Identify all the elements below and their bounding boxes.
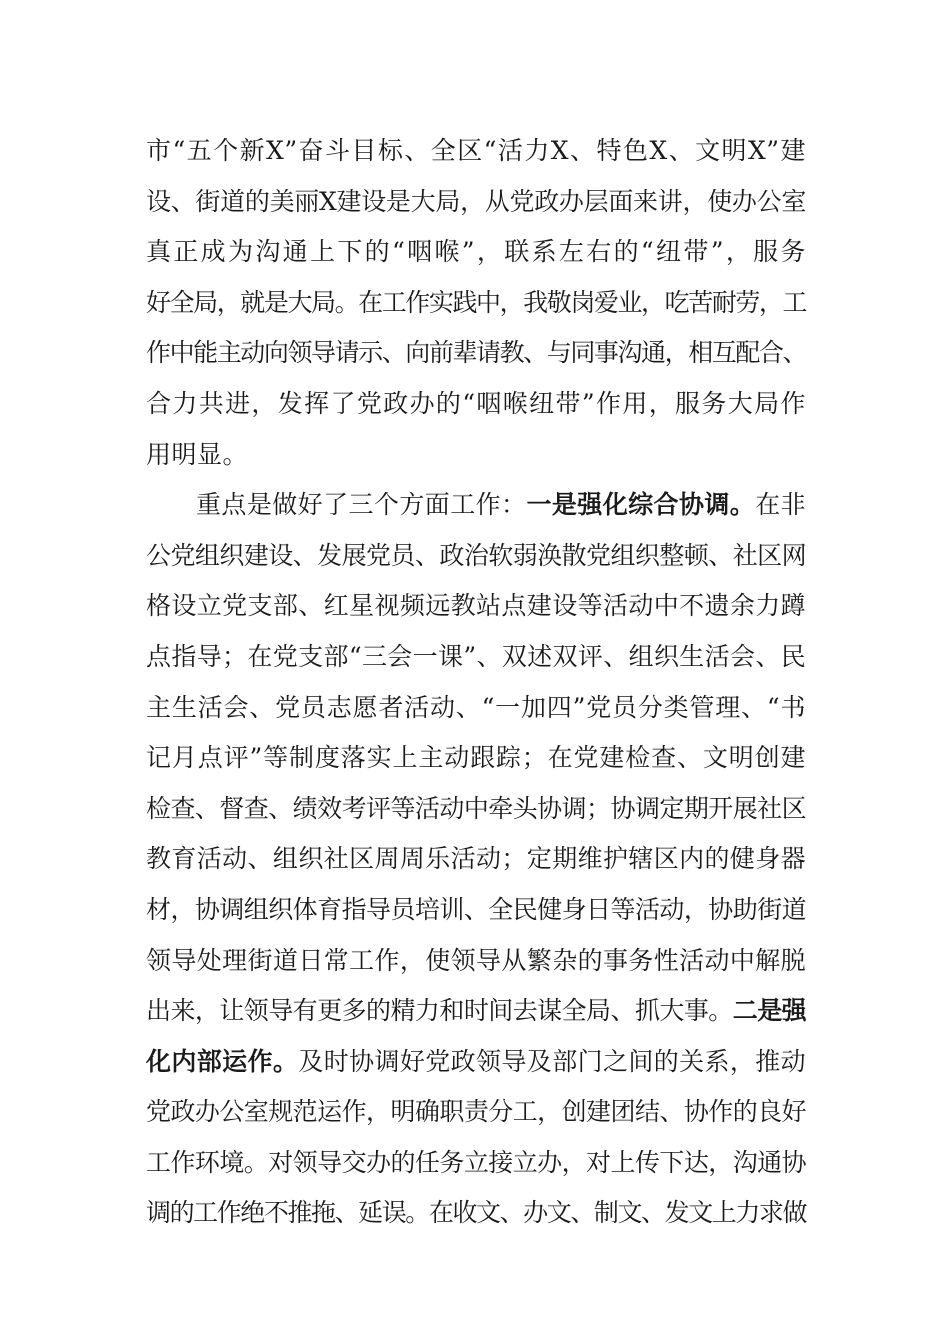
text-line: 好全局，就是大局。在工作实践中，我敬岗爱业，吃苦耐劳，工 [146,287,806,317]
text-line: 调的工作绝不推拖、延误。在收文、办文、制文、发文上力求做 [146,1198,806,1228]
text-line: 检查、督查、绩效考评等活动中牵头协调；协调定期开展社区 [146,793,806,823]
text-run: 及时协调好党政领导及部门之间的关系，推动 [298,1046,806,1076]
text-line: 作中能主动向领导请示、向前辈请教、与同事沟通，相互配合、 [146,338,806,368]
text-line: 用明显。 [146,439,249,469]
text-line [146,986,806,1037]
text-line: 点指导；在党支部“三会一课”、双述双评、组织生活会、民 [146,641,806,671]
text-run: 重点是做好了三个方面工作： [196,490,527,520]
document-body [146,126,806,1239]
text-line: 格设立党支部、红星视频远教站点建设等活动中不遗余力蹲 [146,591,806,621]
text-run: 出来，让领导有更多的精力和时间去谋全局、抓大事。 [146,996,733,1026]
text-line: 材，协调组织体育指导员培训、全民健身日等活动，协助街道 [146,894,806,924]
paragraph-overall-situation [146,126,806,480]
text-line: 党政办公室规范运作，明确职责分工，创建团结、协作的良好 [146,1097,806,1127]
text-run: 在非 [755,490,806,520]
text-line: 教育活动、组织社区周周乐活动；定期维护辖区内的健身器 [146,844,806,874]
text-line: 领导处理街道日常工作，使领导从繁杂的事务性活动中解脱 [146,945,806,975]
text-line: 记月点评”等制度落实上主动跟踪；在党建检查、文明创建 [146,743,806,773]
text-line: 市“五个新X”奋斗目标、全区“活力X、特色X、文明X”建 [146,136,806,165]
text-line: 设、街道的美丽X建设是大局，从党政办层面来讲，使办公室 [146,186,806,216]
heading-run-coordination: 一是强化综合协调。 [526,490,756,520]
heading-run-internal-cont: 化内部运作。 [146,1046,299,1076]
heading-run-internal: 二是强 [732,996,806,1026]
text-line: 合力共进，发挥了党政办的“咽喉纽带”作用，服务大局作 [146,388,806,418]
text-line [146,1037,806,1088]
text-line: 真正成为沟通上下的“咽喉”，联系左右的“纽带”，服务 [146,237,807,267]
text-line: 公党组织建设、发展党员、政治软弱涣散党组织整顿、社区网 [146,540,806,570]
paragraph-key-work [146,480,806,1239]
text-line: 主生活会、党员志愿者活动、“一加四”党员分类管理、“书 [146,692,806,722]
text-line: 工作环境。对领导交办的任务立接立办，对上传下达，沟通协 [146,1147,806,1177]
text-line-indented [146,480,806,531]
